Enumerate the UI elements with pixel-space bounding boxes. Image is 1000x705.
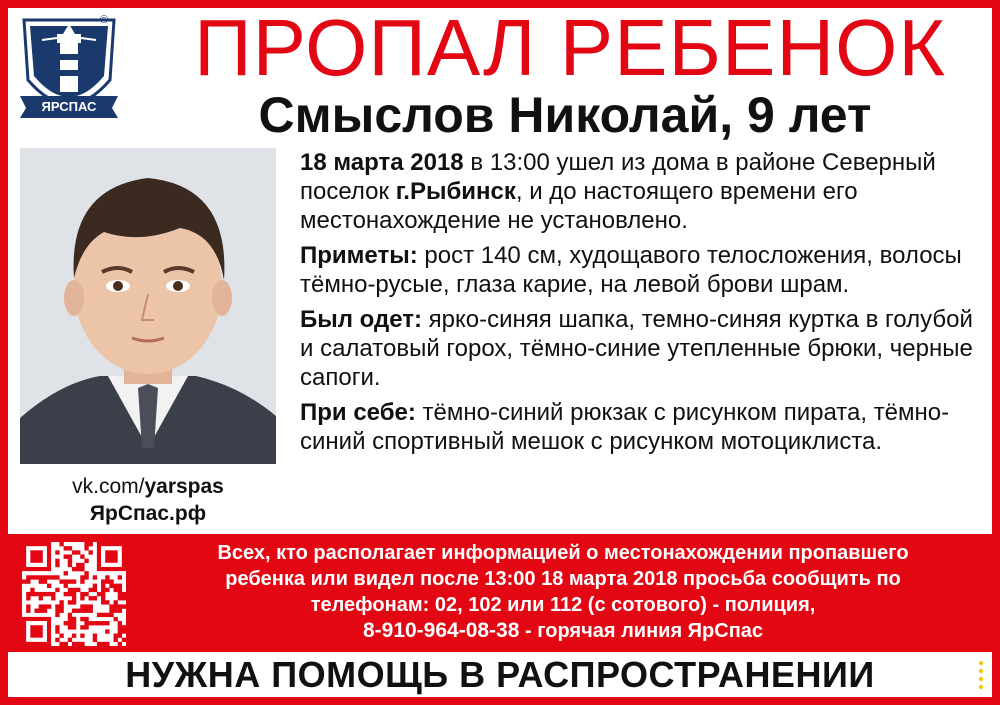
features-text: рост 140 см, худощавого телосложения, волосы тёмно-русые, глаза карие, на левой брови шрам.: [300, 242, 962, 298]
description: [300, 148, 990, 462]
missing-date: 18 марта 2018: [300, 149, 464, 176]
help-spread-banner: НУЖНА ПОМОЩЬ В РАСПРОСТРАНЕНИИ: [125, 654, 875, 695]
yarspas-logo: [14, 10, 124, 130]
hotline-line: [150, 618, 976, 644]
child-name: Смыслов Николай, 9 лет: [258, 87, 872, 143]
headline: ПРОПАЛ РЕБЕНОК: [194, 3, 946, 92]
city: г.Рыбинск: [395, 178, 516, 205]
belongings-paragraph: [300, 398, 990, 456]
contact-line-1: Всех, кто располагает информацией о местонахождении пропавшего: [217, 542, 909, 564]
belongings-label: При себе:: [300, 399, 416, 426]
logo-text: ЯРСПАС: [41, 99, 97, 114]
site-link[interactable]: ЯрСпас.рф: [89, 502, 207, 525]
circumstances-text-a: в 13:00 ушел из дома в районе Северный поселок: [300, 149, 936, 205]
vk-link[interactable]: [20, 474, 276, 500]
clothing-text: ярко-синяя шапка, темно-синяя куртка в голубой и салатовый горох, тёмно-синие утепленные брюки, черные сапоги.: [300, 306, 973, 391]
features-label: Приметы:: [300, 242, 418, 269]
circumstances-paragraph: [300, 148, 990, 235]
vk-handle: yarspas: [144, 475, 224, 498]
hotline-text: - горячая линия ЯрСпас: [519, 620, 764, 642]
belongings-text: тёмно-синий рюкзак с рисунком пирата, тёмно-синий спортивный мешок с рисунком мотоциклиста.: [300, 399, 950, 455]
qr-code-icon[interactable]: [22, 542, 126, 646]
child-photo: [20, 148, 276, 464]
copyright-mark: ©: [100, 14, 109, 26]
features-paragraph: [300, 241, 990, 299]
contact-info: [150, 540, 976, 644]
clothing-paragraph: [300, 305, 990, 392]
contact-line-2: ребенка или видел после 13:00 18 марта 2018 просьба сообщить по: [225, 568, 901, 590]
decorative-dots-icon: [978, 660, 984, 690]
contact-line-3: телефонам: 02, 102 или 112 (с сотового) - полиция,: [310, 594, 816, 616]
hotline-number[interactable]: 8-910-964-08-38: [362, 619, 520, 642]
clothing-label: Был одет:: [300, 306, 423, 333]
circumstances-text-b: , и до настоящего времени его местонахождение не установлено.: [300, 178, 858, 234]
vk-prefix: vk.com/: [72, 475, 145, 498]
